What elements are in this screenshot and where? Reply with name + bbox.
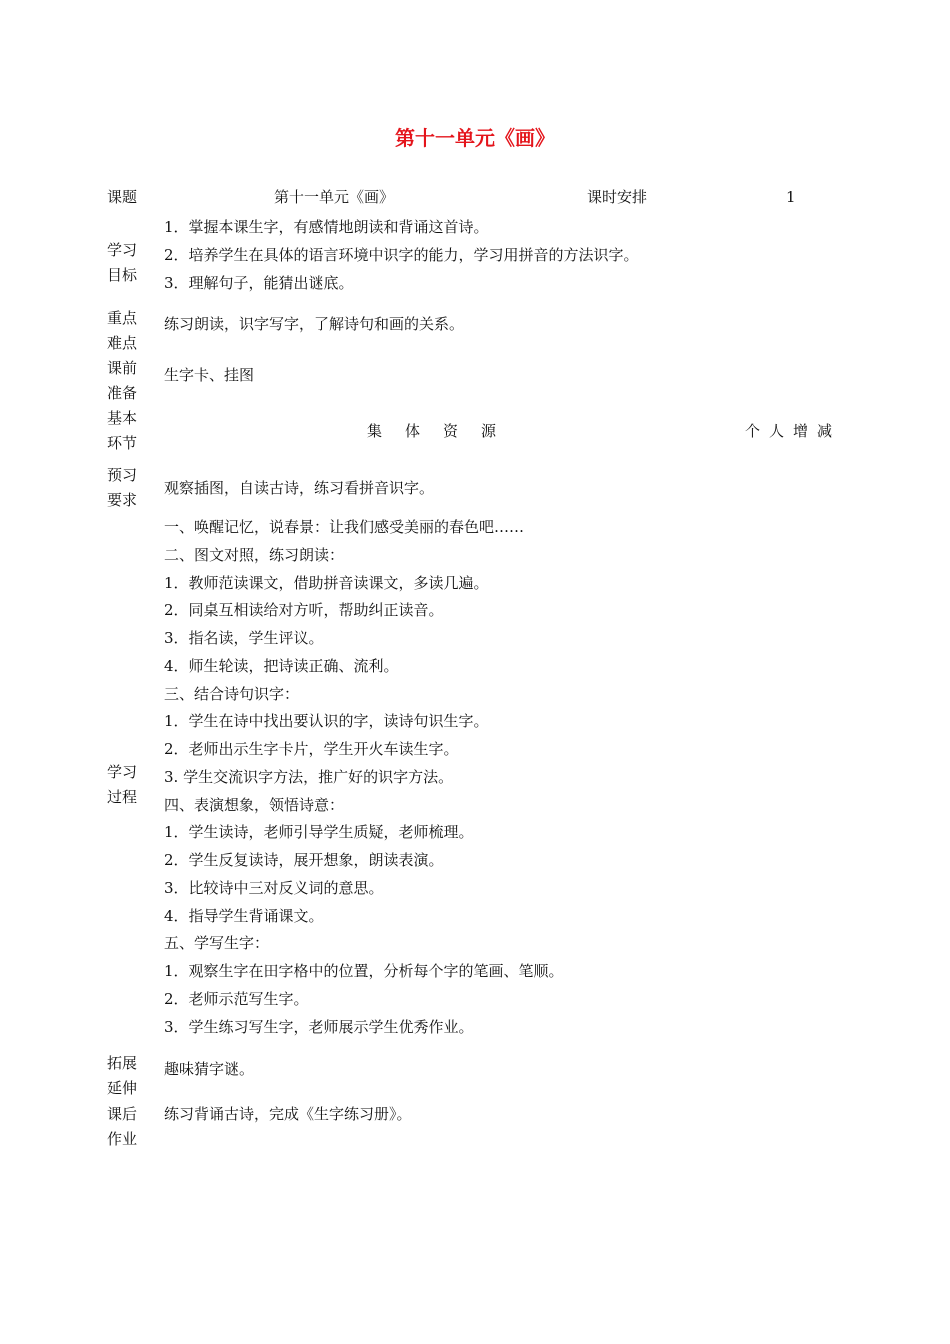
page-title: 第十一单元《画》 <box>395 126 555 150</box>
preparation-label-2: 准备 <box>107 384 138 402</box>
keypoints-text: 练习朗读，识字写字，了解诗句和画的关系。 <box>164 315 465 333</box>
process-line: 1．教师范读课文，借助拼音读课文，多读几遍。 <box>164 574 489 592</box>
process-line: 3．学生练习写生字，老师展示学生优秀作业。 <box>164 1018 474 1036</box>
schedule-value: 1 <box>786 188 796 206</box>
preparation-text: 生字卡、挂图 <box>164 366 255 384</box>
topic-value: 第十一单元《画》 <box>274 188 395 206</box>
process-line: 4．指导学生背诵课文。 <box>164 907 324 925</box>
extension-label-1: 拓展 <box>107 1054 138 1072</box>
objective-item: 2．培养学生在具体的语言环境中识字的能力，学习用拼音的方法识字。 <box>164 246 639 264</box>
objectives-label-1: 学习 <box>107 241 138 259</box>
process-line: 2．学生反复读诗，展开想象，朗读表演。 <box>164 851 444 869</box>
preview-label-2: 要求 <box>107 491 138 509</box>
extension-text: 趣味猜字谜。 <box>164 1060 255 1078</box>
process-line: 五、学写生字： <box>164 934 270 952</box>
steps-label-2: 环节 <box>107 434 138 452</box>
process-line: 3. 学生交流识字方法，推广好的识字方法。 <box>164 768 454 786</box>
extension-label-2: 延伸 <box>107 1079 138 1097</box>
homework-label-2: 作业 <box>107 1130 138 1148</box>
process-line: 2．老师出示生字卡片，学生开火车读生字。 <box>164 740 459 758</box>
process-line: 二、图文对照，练习朗读： <box>164 546 345 564</box>
preview-text: 观察插图，自读古诗，练习看拼音识字。 <box>164 479 435 497</box>
process-line: 四、表演想象，领悟诗意： <box>164 796 345 814</box>
col-collective-resources: 集体资源 <box>367 422 520 440</box>
label-topic: 课题 <box>107 188 138 206</box>
process-line: 2．同桌互相读给对方听，帮助纠正读音。 <box>164 601 444 619</box>
col-personal-adjustments: 个人增减 <box>745 422 842 440</box>
steps-label-1: 基本 <box>107 409 138 427</box>
process-line: 一、唤醒记忆，说春景：让我们感受美丽的春色吧…… <box>164 518 525 536</box>
process-line: 1．学生读诗，老师引导学生质疑，老师梳理。 <box>164 823 474 841</box>
preparation-label-1: 课前 <box>107 359 138 377</box>
process-line: 3．指名读，学生评议。 <box>164 629 324 647</box>
preview-label-1: 预习 <box>107 466 138 484</box>
objectives-label-2: 目标 <box>107 266 138 284</box>
homework-label-1: 课后 <box>107 1105 138 1123</box>
process-line: 1．学生在诗中找出要认识的字，读诗句识生字。 <box>164 712 489 730</box>
objective-item: 1．掌握本课生字，有感情地朗读和背诵这首诗。 <box>164 218 489 236</box>
process-label-2: 过程 <box>107 788 138 806</box>
process-line: 1．观察生字在田字格中的位置，分析每个字的笔画、笔顺。 <box>164 962 564 980</box>
process-line: 4．师生轮读，把诗读正确、流利。 <box>164 657 399 675</box>
keypoints-label-2: 难点 <box>107 334 138 352</box>
label-schedule: 课时安排 <box>587 188 648 206</box>
process-label-1: 学习 <box>107 763 138 781</box>
process-line: 3．比较诗中三对反义词的意思。 <box>164 879 384 897</box>
process-line: 2．老师示范写生字。 <box>164 990 309 1008</box>
homework-text: 练习背诵古诗，完成《生字练习册》。 <box>164 1105 412 1123</box>
objective-item: 3．理解句子，能猜出谜底。 <box>164 274 354 292</box>
process-line: 三、结合诗句识字： <box>164 685 300 703</box>
keypoints-label-1: 重点 <box>107 309 138 327</box>
